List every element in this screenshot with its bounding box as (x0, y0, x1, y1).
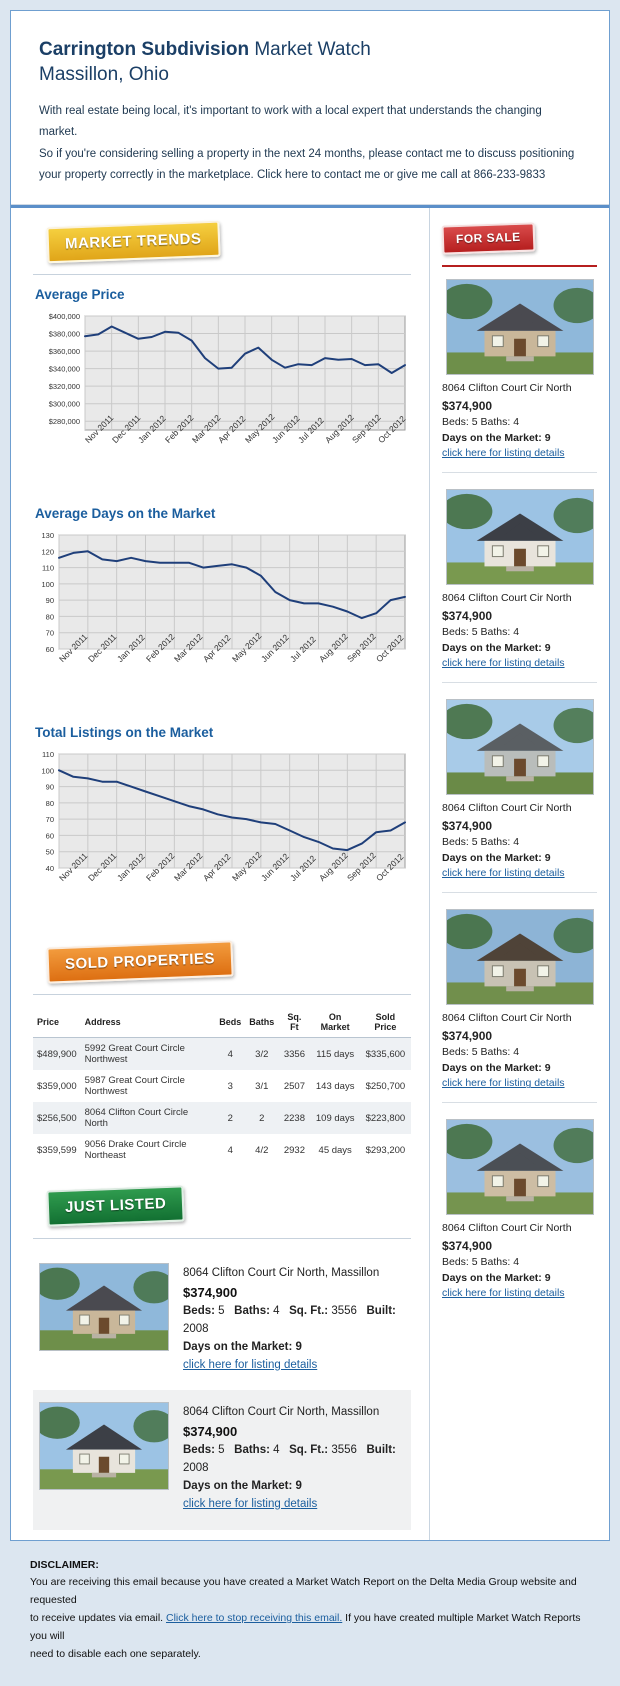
property-price: $374,900 (183, 1424, 238, 1440)
property-info (183, 1263, 405, 1374)
table-cell: 2932 (283, 1144, 305, 1156)
intro-line-1: With real estate being local, it's important to work with a local expert that understands the changing market. (39, 105, 542, 139)
left-column (11, 208, 430, 1539)
svg-text:80: 80 (45, 799, 54, 809)
property-beds-baths: Beds: 5 Baths: 4 (442, 1255, 520, 1268)
property-address: 8064 Clifton Court Cir North (442, 1012, 572, 1025)
sqft-label: Sq. Ft.: (289, 1444, 329, 1457)
table-cell: 4 (215, 1038, 245, 1071)
just-listed-header (33, 1188, 411, 1234)
chart-x-label: Mar 2012 (172, 850, 205, 884)
chart-x-label: Apr 2012 (201, 851, 233, 884)
svg-text:80: 80 (45, 612, 54, 622)
chart-canvas (33, 310, 411, 484)
table-cell: 5992 Great Court Circle Northwest (81, 1038, 216, 1071)
beds-value: 5 (218, 1305, 225, 1318)
col-beds: Beds (215, 1007, 245, 1038)
body (11, 205, 609, 1539)
property-price: $374,900 (442, 1238, 493, 1253)
divider (442, 682, 597, 683)
listing-details-link[interactable]: click here for listing details (442, 447, 565, 460)
for-sale-column (430, 208, 609, 1539)
chart-average-dom (33, 506, 411, 703)
for-sale-list (442, 279, 597, 1302)
chart-x-label: Sep 2012 (345, 850, 379, 884)
table-row (33, 1134, 411, 1166)
disclaimer-line-2 (30, 1610, 590, 1646)
property-beds-baths: Beds: 5 Baths: 4 (442, 1045, 520, 1058)
svg-text:110: 110 (42, 750, 54, 760)
table-cell: $293,200 (365, 1144, 406, 1156)
chart-x-label: Aug 2012 (316, 631, 350, 665)
property-beds-baths: Beds: 5 Baths: 4 (442, 835, 520, 848)
built-value: 2008 (183, 1462, 209, 1475)
chart-average-price (33, 287, 411, 484)
col-baths: Baths (245, 1007, 278, 1038)
chart-x-label: Apr 2012 (201, 632, 233, 665)
col-address: Address (81, 1007, 216, 1038)
svg-text:60: 60 (45, 645, 54, 655)
chart-x-label: Feb 2012 (163, 412, 196, 446)
svg-text:90: 90 (45, 782, 54, 792)
divider (33, 274, 411, 275)
table-row (33, 1102, 411, 1134)
col-sqft: Sq. Ft (278, 1007, 310, 1038)
property-price: $374,900 (183, 1285, 238, 1301)
listing-details-link[interactable]: click here for listing details (442, 657, 565, 670)
days-on-market: Days on the Market: 9 (442, 641, 551, 654)
property-address: 8064 Clifton Court Cir North, Massillon (183, 1267, 380, 1280)
baths-label: Baths: (234, 1305, 270, 1318)
chart-x-label: Mar 2012 (189, 412, 223, 446)
svg-text:$340,000: $340,000 (48, 364, 80, 374)
listing-details-link[interactable]: click here for listing details (442, 1287, 565, 1300)
table-cell: 45 days (318, 1144, 352, 1156)
table-cell: 2 (215, 1102, 245, 1134)
property-photo (446, 489, 594, 585)
disclaimer-heading: DISCLAIMER: (30, 1558, 99, 1571)
page-title-bold: Carrington Subdivision (39, 39, 250, 60)
listing-details-link[interactable]: click here for listing details (442, 1077, 565, 1090)
days-on-market: Days on the Market: 9 (442, 1271, 551, 1284)
chart-x-label: Mar 2012 (172, 631, 205, 665)
listing-details-link[interactable]: click here for listing details (442, 867, 565, 880)
for-sale-item (442, 489, 597, 683)
sold-properties-ribbon: SOLD PROPERTIES (46, 941, 233, 984)
page-title (39, 37, 581, 87)
property-address: 8064 Clifton Court Cir North (442, 382, 572, 395)
beds-label: Beds: (183, 1444, 215, 1457)
svg-text:60: 60 (45, 831, 54, 841)
chart-x-label: Jul 2012 (296, 415, 327, 446)
chart-x-label: Dec 2011 (85, 631, 119, 665)
table-cell: 2238 (278, 1102, 310, 1134)
table-cell: 109 days (311, 1102, 360, 1134)
table-cell: 8064 Clifton Court Circle North (81, 1102, 216, 1134)
svg-text:130: 130 (41, 531, 54, 541)
divider (33, 1238, 411, 1239)
svg-text:100: 100 (41, 580, 54, 590)
sold-table-body (33, 1038, 411, 1167)
just-listed-item (33, 1251, 411, 1390)
built-value: 2008 (183, 1322, 209, 1335)
chart-x-label: Dec 2011 (109, 412, 143, 446)
svg-text:90: 90 (45, 596, 54, 606)
baths-label: Baths: (234, 1444, 270, 1457)
chart-canvas (33, 529, 411, 703)
market-trends-ribbon: MARKET TRENDS (46, 221, 220, 264)
table-cell: $489,900 (33, 1038, 81, 1071)
chart-x-label: Dec 2011 (85, 850, 119, 884)
divider (442, 892, 597, 893)
chart-x-label: Oct 2012 (374, 632, 406, 665)
table-cell: $223,800 (360, 1102, 411, 1134)
chart-x-label: Aug 2012 (323, 412, 356, 446)
chart-x-label: Feb 2012 (143, 631, 176, 665)
chart-title: Total Listings on the Market (35, 725, 214, 741)
days-on-market: Days on the Market: 9 (183, 1340, 302, 1353)
property-info (442, 1011, 597, 1092)
property-address: 8064 Clifton Court Cir North, Massillon (183, 1406, 380, 1419)
table-cell: 115 days (311, 1038, 360, 1071)
table-cell: 3/2 (245, 1038, 278, 1071)
chart-x-label: Jan 2012 (114, 632, 147, 665)
property-price: $374,900 (442, 398, 493, 413)
svg-text:120: 120 (41, 547, 54, 557)
sqft-label: Sq. Ft.: (289, 1305, 329, 1318)
chart-x-label: Oct 2012 (376, 413, 408, 446)
svg-text:$360,000: $360,000 (48, 347, 80, 357)
for-sale-item (442, 279, 597, 473)
table-cell: 3/1 (255, 1080, 269, 1092)
property-info (442, 801, 597, 882)
chart-x-label: Jun 2012 (258, 851, 291, 884)
sqft-value: 3556 (331, 1444, 357, 1457)
chart-x-label: May 2012 (230, 630, 264, 665)
table-cell: $359,599 (37, 1144, 77, 1156)
baths-value: 4 (273, 1305, 280, 1318)
svg-text:$400,000: $400,000 (48, 312, 80, 322)
for-sale-item (442, 909, 597, 1103)
table-cell: 5987 Great Court Circle Northwest (84, 1075, 185, 1098)
days-on-market: Days on the Market: 9 (442, 1061, 551, 1074)
property-beds-baths: Beds: 5 Baths: 4 (442, 415, 520, 428)
days-on-market: Days on the Market: 9 (442, 851, 551, 864)
chart-canvas (33, 748, 411, 922)
beds-label: Beds: (183, 1305, 215, 1318)
svg-text:$320,000: $320,000 (48, 382, 80, 392)
days-on-market: Days on the Market: 9 (442, 431, 551, 444)
svg-text:40: 40 (45, 864, 54, 874)
table-cell: $359,000 (37, 1080, 77, 1092)
svg-text:$280,000: $280,000 (48, 417, 80, 427)
table-cell: 2507 (283, 1080, 305, 1092)
just-listed-list (33, 1251, 411, 1529)
listing-details-link[interactable]: click here for listing details (183, 1497, 318, 1510)
chart-title: Average Days on the Market (35, 506, 216, 522)
built-label: Built: (366, 1305, 396, 1318)
property-photo (39, 1263, 169, 1351)
property-specs (183, 1442, 405, 1478)
property-specs (183, 1303, 405, 1339)
sqft-value: 3556 (331, 1305, 357, 1318)
property-beds-baths: Beds: 5 Baths: 4 (442, 625, 520, 638)
for-sale-item (442, 699, 597, 893)
table-row (33, 1038, 411, 1071)
intro-line-2: So if you're considering selling a property in the next 24 months, please contact me to discuss positioning (39, 147, 575, 160)
chart-x-label: Nov 2011 (57, 850, 90, 884)
col-sold-price: Sold Price (360, 1007, 411, 1038)
chart-title: Average Price (35, 287, 125, 303)
days-on-market: Days on the Market: 9 (183, 1480, 302, 1492)
chart-x-label: Jan 2012 (136, 413, 169, 446)
table-row (33, 1070, 411, 1102)
table-cell: 9056 Drake Court Circle Northeast (84, 1139, 187, 1162)
svg-text:50: 50 (45, 847, 54, 857)
svg-text:70: 70 (45, 815, 54, 825)
chart-x-label: Jun 2012 (258, 632, 291, 665)
chart-x-label: Jul 2012 (287, 634, 318, 665)
for-sale-item (442, 1119, 597, 1302)
property-address: 8064 Clifton Court Cir North (442, 802, 572, 815)
chart-x-label: Sep 2012 (345, 631, 379, 665)
table-cell: 4 (227, 1144, 233, 1156)
chart-x-label: Nov 2011 (83, 412, 116, 446)
property-photo (446, 1119, 594, 1215)
unsubscribe-link[interactable]: Click here to stop receiving this email. (166, 1612, 343, 1625)
chart-x-label: Jan 2012 (114, 851, 147, 884)
divider-red (442, 265, 597, 267)
intro-text (39, 101, 581, 186)
chart-x-label: Nov 2011 (57, 631, 90, 665)
listing-details-link[interactable]: click here for listing details (183, 1358, 318, 1371)
table-cell: $256,500 (33, 1102, 81, 1134)
col-on-market: On Market (311, 1007, 360, 1038)
divider (442, 472, 597, 473)
just-listed-ribbon: JUST LISTED (46, 1186, 185, 1227)
chart-x-label: May 2012 (230, 849, 264, 884)
chart-x-label: Aug 2012 (316, 850, 350, 884)
col-price: Price (33, 1007, 81, 1038)
sold-properties-header (33, 944, 411, 990)
chart-x-label: Oct 2012 (374, 851, 406, 884)
divider (33, 994, 411, 995)
sold-properties-table (33, 1007, 411, 1166)
property-info (442, 591, 597, 672)
chart-x-label: May 2012 (243, 411, 277, 446)
disclaimer (10, 1541, 610, 1686)
property-price: $374,900 (442, 818, 493, 833)
svg-text:110: 110 (42, 563, 54, 573)
svg-text:$380,000: $380,000 (48, 329, 80, 339)
property-info (442, 1221, 597, 1302)
intro-line-3: your property correctly in the marketplace. Click here to contact me or give me call at 866-233-9833 (39, 168, 546, 181)
for-sale-ribbon: FOR SALE (442, 223, 536, 255)
disclaimer-line-2-pre: to receive updates via email. (30, 1612, 166, 1625)
property-photo (39, 1402, 169, 1490)
chart-total-listings (33, 725, 411, 922)
market-trends-header (33, 224, 411, 270)
for-sale-header (442, 224, 597, 263)
table-cell: 3 (227, 1080, 233, 1092)
divider (442, 1102, 597, 1103)
table-cell: 143 days (315, 1080, 355, 1092)
property-photo (446, 699, 594, 795)
disclaimer-line-2-post: If you have created multiple Market Watch Reports you will (30, 1612, 581, 1642)
table-cell: 2 (245, 1102, 278, 1134)
property-photo (446, 909, 594, 1005)
disclaimer-line-1: You are receiving this email because you have created a Market Watch Report on the Delta Media Group website and requested (30, 1576, 577, 1607)
email-frame (10, 10, 610, 1541)
chart-x-label: Apr 2012 (216, 413, 248, 446)
svg-text:70: 70 (45, 628, 54, 638)
property-price: $374,900 (442, 608, 493, 623)
disclaimer-line-3: need to disable each one separately. (30, 1647, 201, 1660)
baths-value: 4 (273, 1444, 280, 1457)
built-label: Built: (366, 1444, 396, 1457)
table-cell: $335,600 (360, 1038, 411, 1071)
property-price: $374,900 (442, 1028, 493, 1043)
property-photo (446, 279, 594, 375)
table-cell: $250,700 (365, 1080, 406, 1092)
table-cell: 4/2 (255, 1144, 269, 1156)
property-address: 8064 Clifton Court Cir North (442, 592, 572, 605)
property-info (183, 1402, 405, 1513)
svg-text:100: 100 (41, 766, 54, 776)
table-cell: 3356 (278, 1038, 310, 1071)
chart-x-label: Sep 2012 (349, 412, 383, 446)
page-title-rest: Market Watch (249, 39, 371, 60)
chart-x-label: Jul 2012 (287, 853, 318, 884)
chart-x-label: Jun 2012 (269, 413, 302, 446)
property-info (442, 381, 597, 462)
beds-value: 5 (218, 1444, 225, 1457)
property-address: 8064 Clifton Court Cir North (442, 1222, 572, 1235)
header (11, 11, 609, 205)
page-subtitle: Massillon, Ohio (39, 64, 169, 86)
just-listed-item (33, 1390, 411, 1529)
svg-text:$300,000: $300,000 (48, 399, 80, 409)
chart-x-label: Feb 2012 (143, 850, 176, 884)
table-header-row (33, 1007, 411, 1038)
